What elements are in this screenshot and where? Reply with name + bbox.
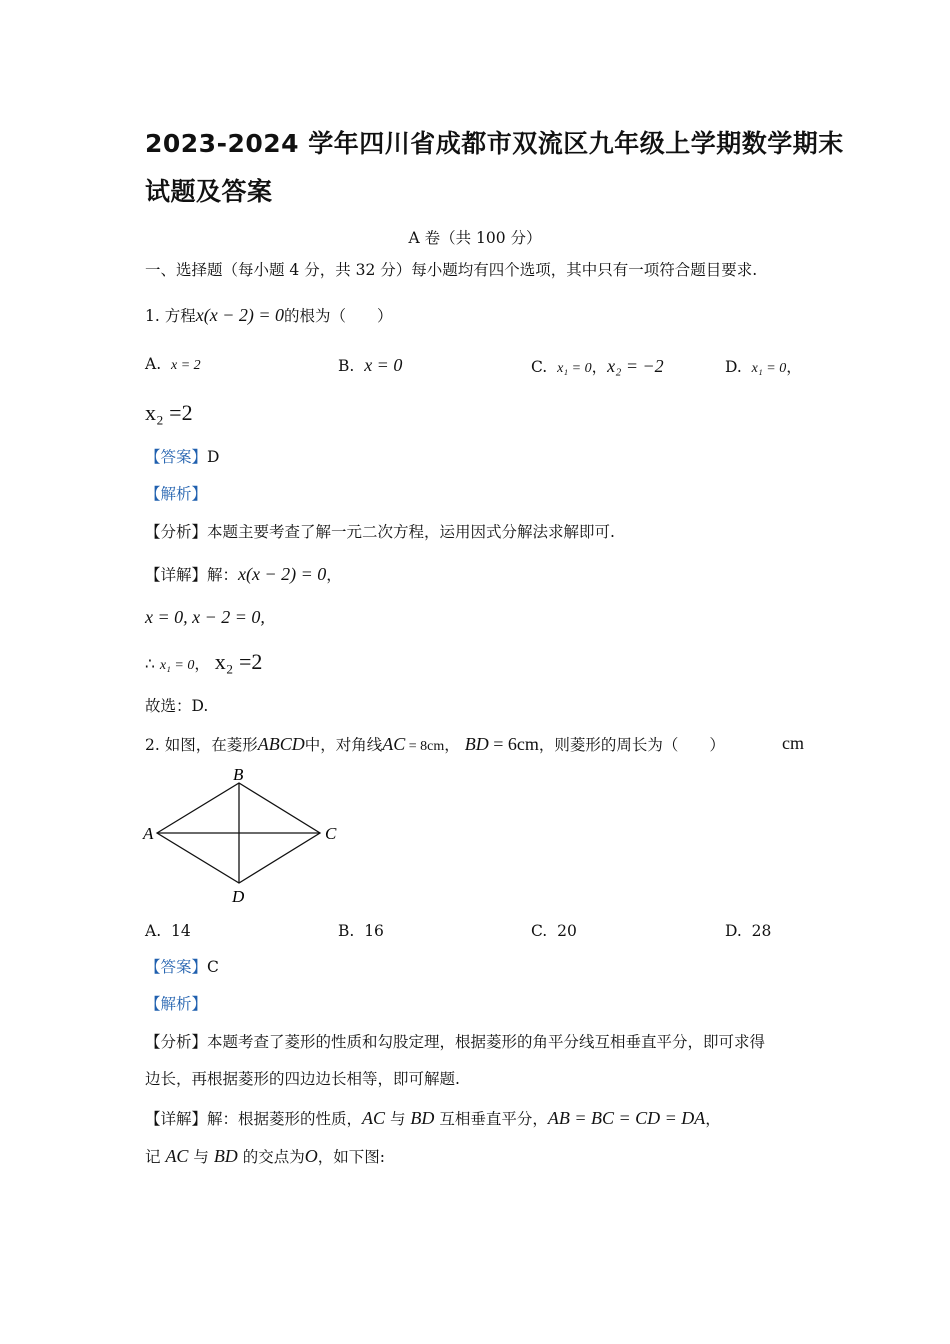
math-term: AC — [382, 734, 406, 754]
separator: ， — [194, 655, 210, 673]
question-1-stem — [145, 306, 393, 325]
option-value: x = 0 — [364, 355, 403, 375]
detail-text: 解： — [207, 566, 239, 584]
q1-option-d-continued — [145, 400, 193, 426]
analysis-tag: 【分析】 — [145, 523, 208, 541]
answer-tag: 【答案】 — [145, 958, 208, 976]
document-title-line-2: 试题及答案 — [145, 177, 273, 206]
q2-analysis-line-1 — [145, 1035, 765, 1051]
q1-option-d — [725, 355, 802, 377]
detail-text: ，如下图: — [317, 1148, 385, 1166]
math-term: BD — [410, 1108, 435, 1128]
math-value: = 6cm — [488, 734, 539, 754]
option-label: C. — [531, 358, 548, 376]
section-a-heading: A 卷（共 100 分） — [408, 229, 542, 247]
math-term: AC — [165, 1146, 189, 1166]
rhombus-figure — [140, 762, 350, 910]
separator: ， — [786, 358, 802, 376]
document-title-line-1: 2023-2024 学年四川省成都市双流区九年级上学期数学期末 — [145, 129, 844, 158]
detail-text: 与 — [188, 1148, 214, 1166]
q2-detail — [145, 1109, 721, 1128]
detail-text: 的交点为 — [237, 1148, 305, 1166]
option-label: D. — [725, 358, 742, 376]
analysis-text: 本题主要考查了解一元二次方程，运用因式分解法求解即可. — [207, 523, 615, 541]
math-term: O — [304, 1146, 318, 1166]
question-text: 的根为（ ） — [284, 307, 393, 325]
separator: ， — [444, 736, 460, 754]
answer-value: C — [207, 958, 219, 976]
q2-option-d — [725, 922, 771, 940]
option-label: A. — [145, 355, 162, 373]
detail-text: 记 — [145, 1148, 166, 1166]
option-label: B. — [338, 357, 355, 375]
question-text: 中，对角线 — [304, 736, 383, 754]
math-value: = 8cm — [405, 739, 445, 754]
q1-choose: 故选：D. — [145, 697, 209, 715]
q2-solution-heading: 【解析】 — [145, 995, 208, 1013]
equation: x₁ = 0 — [159, 658, 195, 673]
q1-analysis — [145, 525, 615, 541]
vertex-label-c: C — [325, 824, 337, 843]
equation: AB = BC = CD = DA — [547, 1108, 706, 1128]
q2-intersection-note — [145, 1147, 385, 1166]
q1-answer — [145, 450, 219, 466]
detail-tag: 【详解】 — [145, 1110, 208, 1128]
detail-text: 互相垂直平分， — [434, 1110, 548, 1128]
section-one-instructions: 一、选择题（每小题 4 分，共 32 分）每小题均有四个选项，其中只有一项符合题目要求. — [145, 261, 758, 279]
option-value: x₁ = 0 — [751, 361, 787, 376]
detail-tag: 【详解】 — [145, 566, 208, 584]
equation: x₂ =2 — [214, 649, 263, 674]
option-value: 16 — [364, 922, 384, 940]
unit-cm — [782, 733, 804, 754]
math-term: BD — [213, 1146, 238, 1166]
q2-option-b — [338, 922, 384, 940]
analysis-tag: 【分析】 — [145, 1033, 208, 1051]
vertex-label-d: D — [232, 887, 245, 906]
equation: x = 0, x − 2 = 0, — [145, 607, 265, 627]
vertex-label-b: B — [233, 765, 244, 784]
option-label: D. — [725, 922, 742, 940]
detail-text: 与 — [385, 1110, 411, 1128]
option-label: C. — [531, 922, 548, 940]
separator: ， — [326, 566, 342, 584]
answer-tag: 【答案】 — [145, 448, 208, 466]
option-value: x₂ =2 — [145, 400, 193, 425]
answer-value: D — [207, 448, 220, 466]
therefore-symbol: ∴ — [145, 655, 155, 673]
question-2-stem — [145, 735, 725, 754]
q1-step-3 — [145, 651, 262, 673]
question-text: 如图，在菱形 — [164, 736, 258, 754]
option-value: 28 — [751, 922, 772, 940]
option-label: B. — [338, 922, 355, 940]
option-value: x₂ = −2 — [607, 356, 664, 376]
equation: x(x − 2) = 0 — [195, 305, 285, 325]
question-number: 2. — [145, 736, 160, 754]
q1-step-2 — [145, 608, 265, 627]
separator: ， — [705, 1110, 721, 1128]
question-text: 方程 — [164, 307, 196, 325]
detail-text: 解：根据菱形的性质， — [207, 1110, 363, 1128]
math-term: AC — [362, 1108, 386, 1128]
math-term: ABCD — [257, 734, 305, 754]
q1-solution-heading: 【解析】 — [145, 485, 208, 503]
unit-text: cm — [782, 733, 804, 753]
math-term: BD — [464, 734, 489, 754]
q2-option-c — [531, 922, 577, 940]
option-label: A. — [145, 922, 162, 940]
option-value: 20 — [557, 922, 577, 940]
question-number: 1. — [145, 307, 160, 325]
option-value: 14 — [170, 922, 191, 940]
q2-analysis-line-2: 边长，再根据菱形的四边边长相等，即可解题. — [145, 1070, 460, 1088]
analysis-text: 本题考查了菱形的性质和勾股定理，根据菱形的角平分线互相垂直平分，即可求得 — [207, 1033, 766, 1051]
vertex-label-a: A — [143, 824, 154, 843]
option-value: x₁ = 0 — [557, 361, 592, 376]
q1-detail — [145, 565, 342, 584]
question-text: ，则菱形的周长为（ ） — [538, 736, 725, 754]
equation: x(x − 2) = 0 — [238, 564, 327, 584]
q1-option-c: C. x₁ = 0，x₂ = −2 — [531, 356, 664, 376]
q1-option-a — [145, 355, 201, 374]
q2-option-a — [145, 922, 191, 940]
q1-option-b — [338, 355, 402, 376]
option-value: x = 2 — [170, 358, 201, 373]
q2-answer — [145, 960, 219, 976]
